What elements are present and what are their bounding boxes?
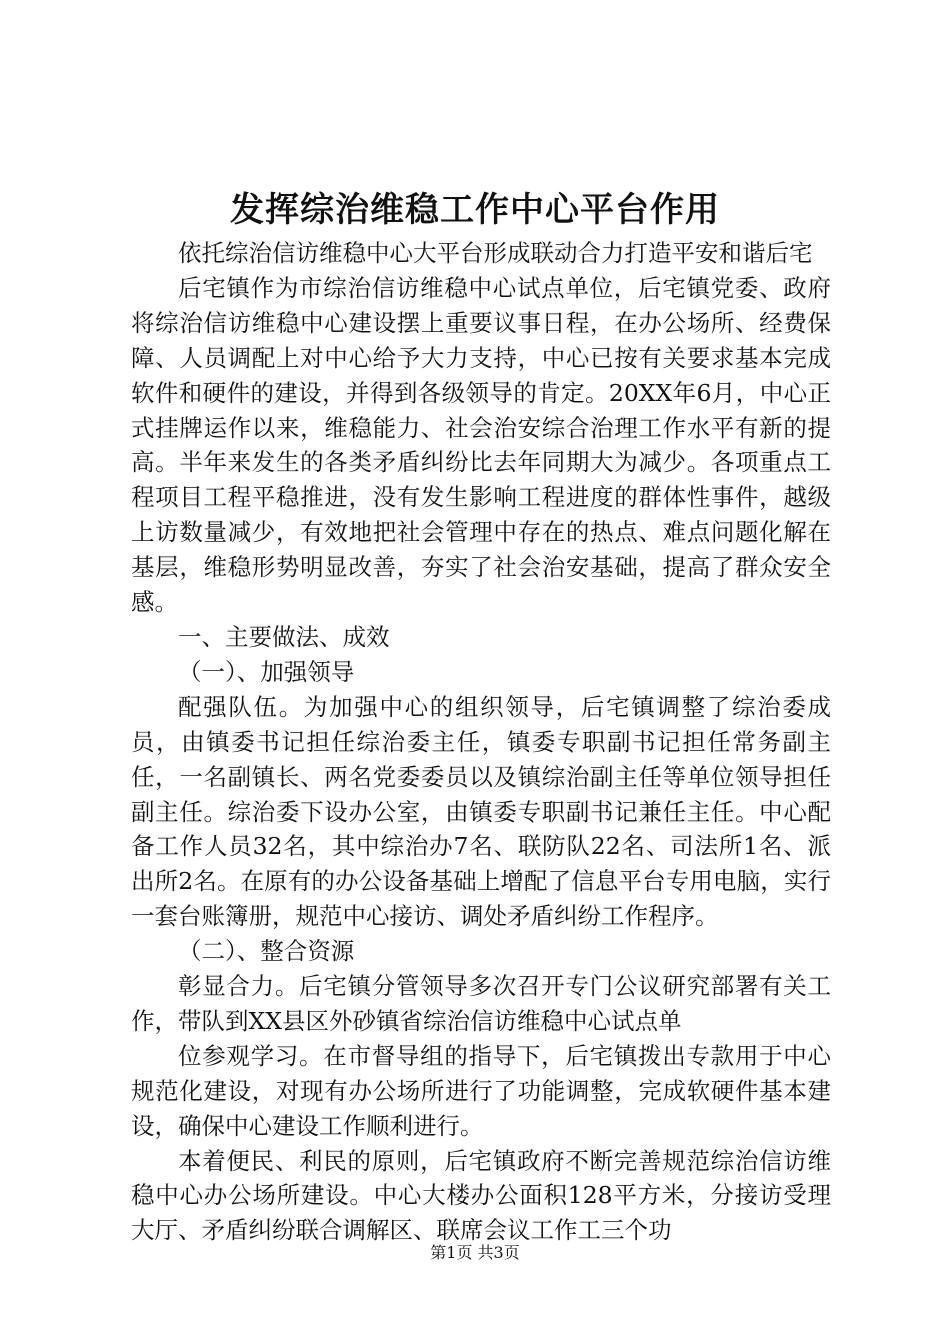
document-title: 发挥综治维稳工作中心平台作用 bbox=[230, 190, 720, 230]
paragraph-synergy: 彰显合力。后宅镇分管领导多次召开专门公议研究部署有关工作，带队到XX县区外砂镇省综治信访维稳中心试点单 bbox=[131, 972, 831, 1035]
paragraph-team: 配强队伍。为加强中心的组织领导，后宅镇调整了综治委成员，由镇委书记担任综治委主任，镇委专职副书记担任常务副主任，一名副镇长、两名党委委员以及镇综治副主任等单位领导担任副主任。综治委下设办公室，由镇委专职副书记兼任主任。中心配备工作人员32名，其中综治办7名、联防队22名、司法所1名、派出所2名。在原有的办公设备基础上增配了信息平台专用电脑，实行一套台账簿册，规范中心接访、调处矛盾纠纷工作程序。 bbox=[131, 692, 831, 931]
paragraph-visit: 位参观学习。在市督导组的指导下，后宅镇拨出专款用于中心规范化建设，对现有办公场所进行了功能调整，完成软硬件基本建设，确保中心建设工作顺利进行。 bbox=[131, 1041, 831, 1140]
subsection-heading-1: （一）、加强领导 bbox=[178, 657, 355, 686]
paragraph-subtitle: 依托综治信访维稳中心大平台形成联动合力打造平安和谐后宅 bbox=[178, 239, 813, 267]
paragraph-intro: 后宅镇作为市综治信访维稳中心试点单位，后宅镇党委、政府将综治信访维稳中心建设摆上重要议事日程，在办公场所、经费保障、人员调配上对中心给予大力支持，中心已按有关要求基本完成软件和硬件的建设，并得到各级领导的肯定。20XX年6月，中心正式挂牌运作以来，维稳能力、社会治安综合治理工作水平有新的提高。半年来发生的各类矛盾纠纷比去年同期大为减少。各项重点工程项目工程平稳推进，没有发生影响工程进度的群体性事件，越级上访数量减少，有效地把社会管理中存在的热点、难点问题化解在基层，维稳形势明显改善，夯实了社会治安基础，提高了群众安全感。 bbox=[131, 273, 831, 617]
document-body bbox=[131, 236, 831, 1248]
section-heading-main: 一、主要做法、成效 bbox=[178, 622, 390, 651]
subsection-heading-2: （二）、整合资源 bbox=[178, 937, 355, 966]
paragraph-office: 本着便民、利民的原则，后宅镇政府不断完善规范综治信访维稳中心办公场所建设。中心大楼办公面积128平方米，分接访受理大厅、矛盾纠纷联合调解区、联席会议工作工三个功 bbox=[131, 1146, 831, 1245]
page-footer: 第1页 共3页 bbox=[430, 1243, 520, 1262]
